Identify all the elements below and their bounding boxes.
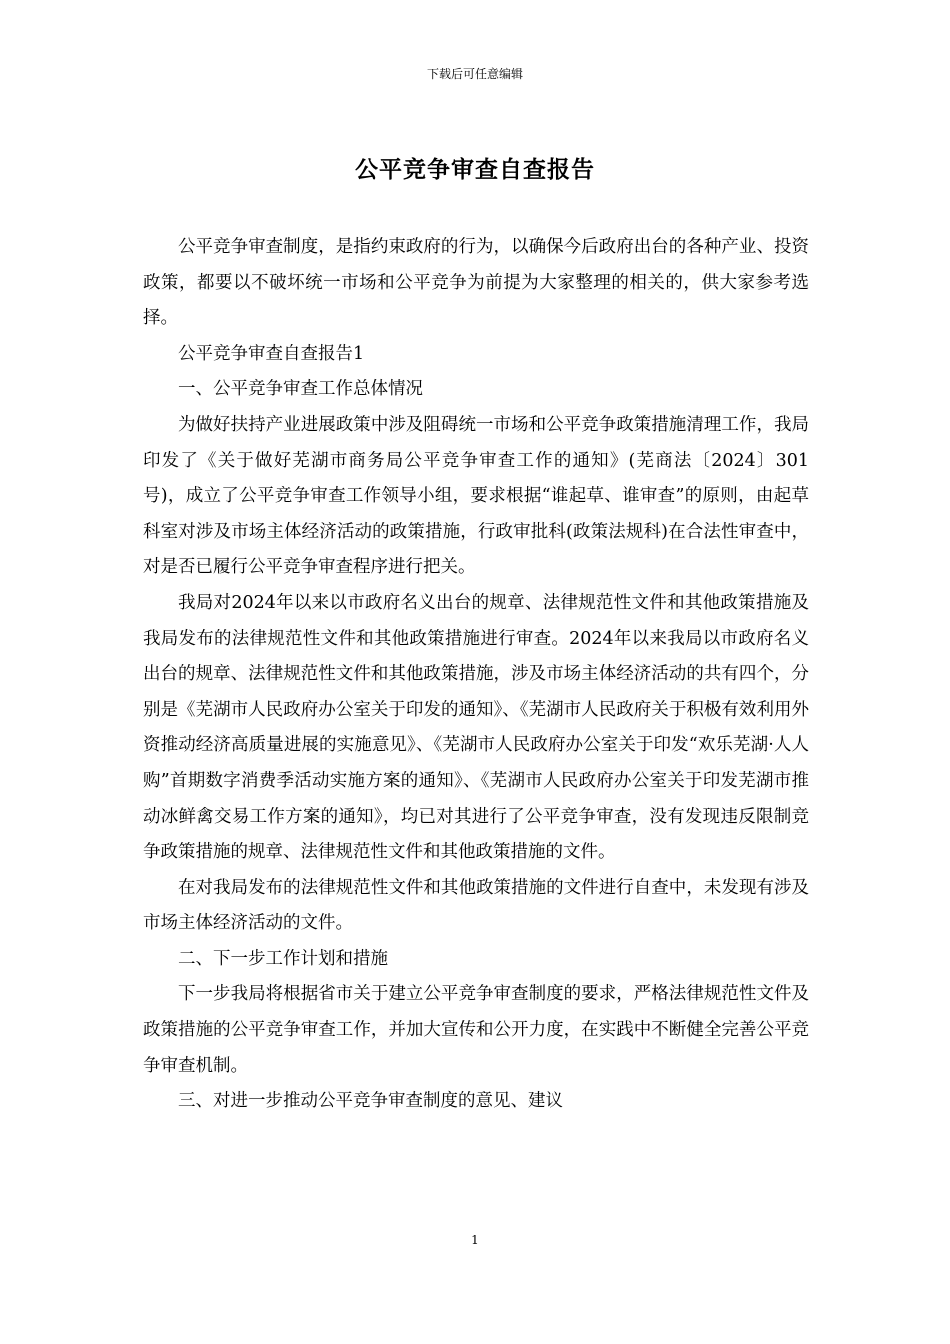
- intro-paragraph: 公平竞争审查制度，是指约束政府的行为，以确保今后政府出台的各种产业、投资政策，都要以不破坏统一市场和公平竞争为前提为大家整理的相关的，供大家参考选择。: [143, 237, 809, 329]
- body-paragraph: 我局对2024年以来以市政府名义出台的规章、法律规范性文件和其他政策措施及我局发布的法律规范性文件和其他政策措施进行审查。2024年以来我局以市政府名义出台的规章、法律规范性文件和其他政策措施，涉及市场主体经济活动的共有四个，分别是《芜湖市人民政府办公室关于印发的通知》、《芜湖市人民政府关于积极有效利用外资推动经济高质量进展的实施意见》、《芜湖市人民政府办公室关于印发“欢乐芜湖·人人购”首期数字消费季活动实施方案的通知》、《芜湖市人民政府办公室关于印发芜湖市推动冰鲜禽交易工作方案的通知》，均已对其进行了公平竞争审查，没有发现违反限制竞争政策措施的规章、法律规范性文件和其他政策措施的文件。: [143, 592, 809, 863]
- section-heading-1: 一、公平竞争审查工作总体情况: [178, 379, 423, 400]
- document-body: [143, 230, 809, 1120]
- page-number: 1: [471, 1233, 479, 1247]
- body-paragraph: 在对我局发布的法律规范性文件和其他政策措施的文件进行自查中，未发现有涉及市场主体经济活动的文件。: [143, 877, 809, 934]
- section-heading-2: 二、下一步工作计划和措施: [178, 948, 388, 969]
- header-note: 下载后可任意编辑: [426, 67, 523, 81]
- document-title: 公平竞争审查自查报告: [355, 157, 595, 183]
- body-paragraph: 下一步我局将根据省市关于建立公平竞争审查制度的要求，严格法律规范性文件及政策措施的公平竞争审查工作，并加大宣传和公开力度，在实践中不断健全完善公平竞争审查机制。: [143, 984, 809, 1076]
- body-paragraph: 为做好扶持产业进展政策中涉及阻碍统一市场和公平竞争政策措施清理工作，我局印发了《关于做好芜湖市商务局公平竞争审查工作的通知》(芜商法〔2024〕301号)，成立了公平竞争审查工作领导小组，要求根据“谁起草、谁审查”的原则，由起草科室对涉及市场主体经济活动的政策措施，行政审批科(政策法规科)在合法性审查中，对是否已履行公平竞争审查程序进行把关。: [143, 414, 809, 578]
- section-heading-3: 三、对进一步推动公平竞争审查制度的意见、建议: [178, 1091, 563, 1112]
- report-subtitle: 公平竞争审查自查报告1: [178, 343, 365, 364]
